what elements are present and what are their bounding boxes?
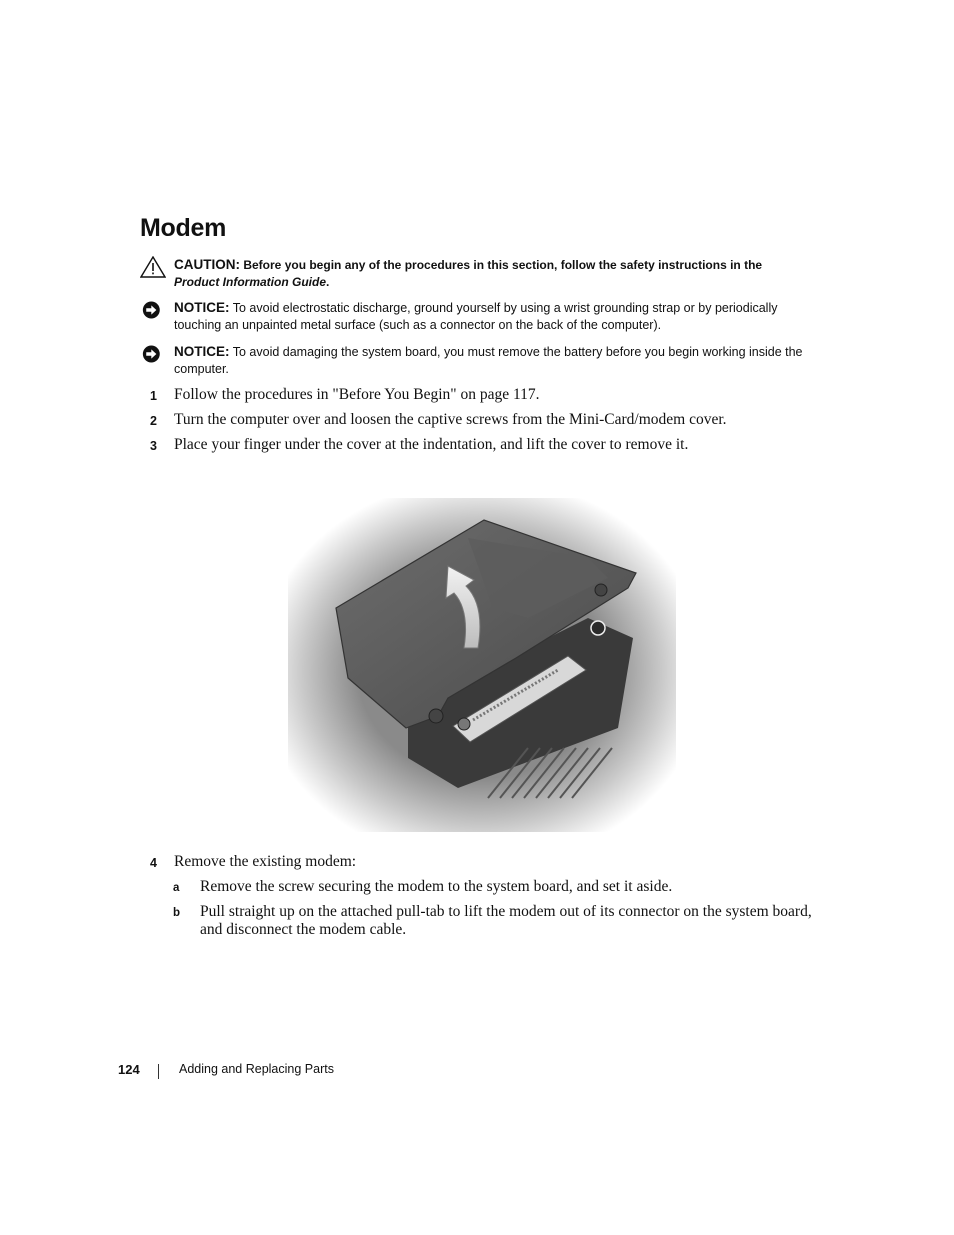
substep-letter: b	[173, 907, 181, 919]
step-item	[150, 436, 810, 454]
page-footer	[118, 1062, 334, 1077]
step-number: 1	[150, 389, 157, 403]
notice-label: NOTICE:	[174, 300, 230, 315]
substep-item	[173, 903, 813, 939]
caution-label: CAUTION:	[174, 257, 240, 272]
notice-text: To avoid damaging the system board, you must remove the battery before you begin working inside the computer.	[174, 345, 803, 376]
substep-item	[173, 878, 813, 896]
step-text: Remove the existing modem:	[174, 853, 357, 870]
footer-divider	[158, 1064, 159, 1079]
caution-text: Before you begin any of the procedures in this section, follow the safety instructions in the	[243, 258, 763, 272]
notice-block	[140, 299, 808, 334]
step-item	[150, 386, 810, 404]
step-item	[150, 853, 810, 871]
notice-block	[140, 343, 808, 378]
page-title: Modem	[140, 214, 227, 242]
step-text: Place your finger under the cover at the indentation, and lift the cover to remove it.	[174, 436, 689, 453]
substep-letter: a	[173, 882, 180, 894]
substep-text: Remove the screw securing the modem to the system board, and set it aside.	[200, 878, 673, 895]
notice-label: NOTICE:	[174, 344, 230, 359]
step-item	[150, 411, 810, 429]
footer-section-title: Adding and Replacing Parts	[179, 1062, 334, 1076]
step-number: 3	[150, 439, 157, 453]
caution-triangle-icon	[140, 256, 166, 278]
caution-block	[140, 256, 808, 291]
notice-text: To avoid electrostatic discharge, ground yourself by using a wrist grounding strap or by periodically touching an unpainted metal surface (such as a connector on the back of the computer).	[174, 301, 778, 332]
step-number: 4	[150, 856, 157, 870]
caution-end: .	[326, 275, 330, 289]
step-number: 2	[150, 414, 157, 428]
step-text: Turn the computer over and loosen the captive screws from the Mini-Card/modem cover.	[174, 411, 727, 428]
page-number: 124	[118, 1062, 140, 1077]
modem-cover-removal-illustration	[288, 498, 676, 832]
substep-text: Pull straight up on the attached pull-tab to lift the modem out of its connector on the system board, and disconnect the modem cable.	[200, 903, 812, 938]
step-text: Follow the procedures in "Before You Begin" on page 117.	[174, 386, 540, 403]
notice-arrow-icon	[142, 299, 164, 321]
caution-guide-name: Product Information Guide	[174, 275, 326, 289]
notice-arrow-icon	[142, 343, 164, 365]
